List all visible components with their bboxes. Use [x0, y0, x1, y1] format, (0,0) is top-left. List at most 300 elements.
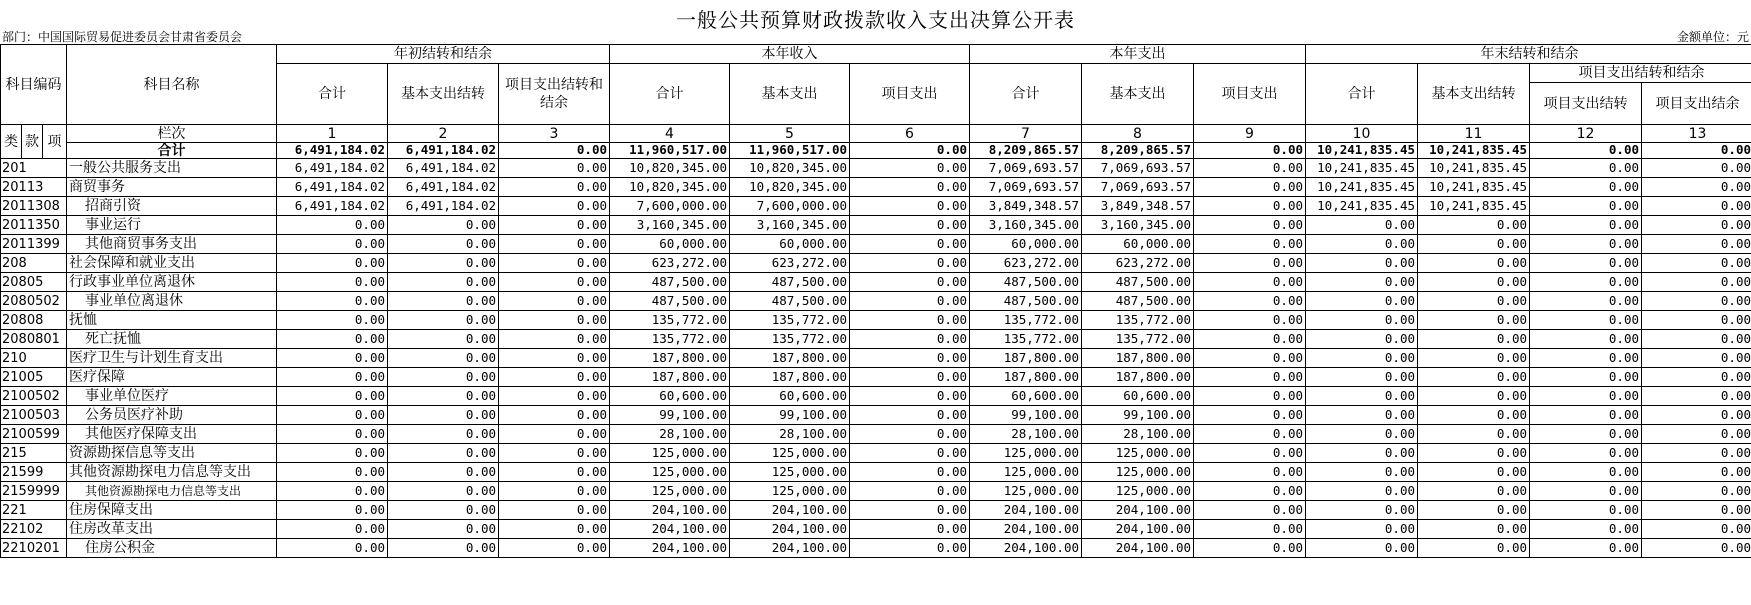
header-closing-project-group: 项目支出结转和结余 — [1530, 64, 1751, 83]
amount-cell: 0.00 — [499, 235, 610, 254]
table-row — [1, 292, 1751, 311]
column-number: 4 — [610, 125, 730, 143]
amount-cell: 204,100.00 — [970, 520, 1082, 539]
amount-cell: 0.00 — [388, 539, 499, 558]
amount-cell: 0.00 — [850, 501, 970, 520]
amount-cell: 0.00 — [499, 463, 610, 482]
amount-cell: 0.00 — [1418, 444, 1530, 463]
amount-cell: 0.00 — [277, 235, 388, 254]
amount-cell: 60,600.00 — [610, 387, 730, 406]
amount-cell: 0.00 — [1418, 501, 1530, 520]
header-code: 科目编码 — [1, 45, 67, 125]
amount-cell: 0.00 — [1194, 216, 1306, 235]
amount-cell: 0.00 — [1306, 406, 1418, 425]
amount-cell: 60,000.00 — [1082, 235, 1194, 254]
amount-cell: 0.00 — [1642, 178, 1751, 197]
amount-cell: 487,500.00 — [1082, 292, 1194, 311]
amount-cell: 0.00 — [1194, 178, 1306, 197]
subject-code: 2011308 — [1, 197, 67, 216]
amount-cell: 0.00 — [1306, 273, 1418, 292]
table-row — [1, 273, 1751, 292]
amount-cell: 0.00 — [1642, 197, 1751, 216]
subject-name: 事业单位医疗 — [67, 387, 277, 406]
table-row — [1, 482, 1751, 501]
subject-name: 事业运行 — [67, 216, 277, 235]
amount-cell: 10,820,345.00 — [730, 159, 850, 178]
amount-cell: 0.00 — [1642, 368, 1751, 387]
header-income-project: 项目支出 — [850, 64, 970, 125]
amount-cell: 0.00 — [499, 178, 610, 197]
amount-cell: 0.00 — [1194, 254, 1306, 273]
header-group-income: 本年收入 — [610, 45, 970, 64]
amount-cell: 0.00 — [1530, 292, 1642, 311]
amount-cell: 0.00 — [1418, 216, 1530, 235]
table-row — [1, 368, 1751, 387]
amount-cell: 0.00 — [1306, 425, 1418, 444]
amount-cell: 125,000.00 — [610, 444, 730, 463]
amount-cell: 6,491,184.02 — [277, 159, 388, 178]
total-cell: 0.00 — [850, 143, 970, 159]
subject-name: 住房公积金 — [67, 539, 277, 558]
amount-cell: 0.00 — [850, 349, 970, 368]
total-label: 合计 — [67, 143, 277, 159]
amount-cell: 60,000.00 — [970, 235, 1082, 254]
amount-cell: 204,100.00 — [610, 520, 730, 539]
amount-cell: 0.00 — [1642, 387, 1751, 406]
amount-cell: 60,000.00 — [610, 235, 730, 254]
amount-cell: 487,500.00 — [610, 292, 730, 311]
total-cell: 10,241,835.45 — [1418, 143, 1530, 159]
table-row — [1, 235, 1751, 254]
amount-cell: 623,272.00 — [1082, 254, 1194, 273]
amount-cell: 487,500.00 — [970, 292, 1082, 311]
amount-cell: 187,800.00 — [1082, 368, 1194, 387]
total-cell: 11,960,517.00 — [610, 143, 730, 159]
column-number: 12 — [1530, 125, 1642, 143]
amount-cell: 0.00 — [1530, 425, 1642, 444]
subject-name: 其他商贸事务支出 — [67, 235, 277, 254]
amount-cell: 7,069,693.57 — [1082, 178, 1194, 197]
amount-cell: 187,800.00 — [730, 349, 850, 368]
amount-cell: 6,491,184.02 — [277, 178, 388, 197]
amount-cell: 125,000.00 — [970, 463, 1082, 482]
amount-cell: 0.00 — [1194, 387, 1306, 406]
amount-cell: 0.00 — [1194, 273, 1306, 292]
amount-cell: 0.00 — [1642, 520, 1751, 539]
amount-cell: 28,100.00 — [1082, 425, 1194, 444]
amount-cell: 0.00 — [850, 539, 970, 558]
subject-name: 招商引资 — [67, 197, 277, 216]
subject-code: 221 — [1, 501, 67, 520]
total-cell: 6,491,184.02 — [388, 143, 499, 159]
amount-cell: 0.00 — [1306, 235, 1418, 254]
amount-cell: 0.00 — [850, 387, 970, 406]
amount-cell: 0.00 — [1530, 178, 1642, 197]
amount-cell: 204,100.00 — [1082, 501, 1194, 520]
amount-cell: 0.00 — [499, 292, 610, 311]
amount-cell: 0.00 — [277, 406, 388, 425]
amount-cell: 0.00 — [1306, 539, 1418, 558]
amount-cell: 0.00 — [1530, 520, 1642, 539]
report-title: 一般公共预算财政拨款收入支出决算公开表 — [676, 8, 1075, 32]
subject-name: 其他资源勘探电力信息等支出 — [67, 463, 277, 482]
table-row — [1, 254, 1751, 273]
amount-cell: 0.00 — [1418, 273, 1530, 292]
amount-cell: 0.00 — [499, 425, 610, 444]
amount-cell: 0.00 — [850, 216, 970, 235]
amount-cell: 0.00 — [1194, 368, 1306, 387]
amount-cell: 0.00 — [388, 273, 499, 292]
amount-cell: 135,772.00 — [970, 330, 1082, 349]
amount-cell: 0.00 — [277, 349, 388, 368]
table-row — [1, 501, 1751, 520]
amount-cell: 187,800.00 — [970, 368, 1082, 387]
header-income-basic: 基本支出 — [730, 64, 850, 125]
amount-cell: 3,849,348.57 — [970, 197, 1082, 216]
amount-cell: 0.00 — [1194, 235, 1306, 254]
amount-cell: 0.00 — [277, 425, 388, 444]
amount-cell: 204,100.00 — [610, 539, 730, 558]
amount-cell: 125,000.00 — [730, 463, 850, 482]
total-cell: 0.00 — [1642, 143, 1751, 159]
amount-cell: 0.00 — [1530, 216, 1642, 235]
table-row — [1, 520, 1751, 539]
amount-cell: 623,272.00 — [970, 254, 1082, 273]
amount-cell: 187,800.00 — [610, 368, 730, 387]
amount-cell: 0.00 — [277, 292, 388, 311]
amount-cell: 187,800.00 — [610, 349, 730, 368]
subject-code: 208 — [1, 254, 67, 273]
column-number: 1 — [277, 125, 388, 143]
amount-cell: 0.00 — [1194, 463, 1306, 482]
subject-name: 抚恤 — [67, 311, 277, 330]
amount-cell: 7,600,000.00 — [730, 197, 850, 216]
amount-cell: 0.00 — [850, 254, 970, 273]
subject-code: 201 — [1, 159, 67, 178]
subject-code: 20805 — [1, 273, 67, 292]
amount-cell: 0.00 — [1642, 349, 1751, 368]
table-row — [1, 159, 1751, 178]
header-expense-basic: 基本支出 — [1082, 64, 1194, 125]
subject-code: 2100599 — [1, 425, 67, 444]
subject-code: 20808 — [1, 311, 67, 330]
amount-cell: 0.00 — [1642, 216, 1751, 235]
amount-cell: 3,160,345.00 — [970, 216, 1082, 235]
amount-cell: 0.00 — [1418, 368, 1530, 387]
column-number: 8 — [1082, 125, 1194, 143]
amount-cell: 0.00 — [388, 501, 499, 520]
amount-cell: 0.00 — [277, 311, 388, 330]
amount-cell: 0.00 — [1194, 197, 1306, 216]
subject-name: 医疗保障 — [67, 368, 277, 387]
total-cell: 10,241,835.45 — [1306, 143, 1418, 159]
amount-cell: 135,772.00 — [610, 311, 730, 330]
subject-code: 21599 — [1, 463, 67, 482]
amount-cell: 623,272.00 — [730, 254, 850, 273]
amount-cell: 0.00 — [1642, 330, 1751, 349]
amount-cell: 0.00 — [499, 539, 610, 558]
column-number: 3 — [499, 125, 610, 143]
amount-cell: 0.00 — [388, 406, 499, 425]
amount-cell: 0.00 — [850, 197, 970, 216]
subject-name: 商贸事务 — [67, 178, 277, 197]
amount-cell: 0.00 — [277, 463, 388, 482]
amount-cell: 135,772.00 — [1082, 311, 1194, 330]
amount-cell: 0.00 — [1194, 501, 1306, 520]
amount-cell: 0.00 — [277, 482, 388, 501]
amount-cell: 0.00 — [1530, 387, 1642, 406]
amount-cell: 10,241,835.45 — [1418, 159, 1530, 178]
amount-cell: 487,500.00 — [1082, 273, 1194, 292]
amount-cell: 0.00 — [1642, 292, 1751, 311]
amount-cell: 0.00 — [1642, 444, 1751, 463]
amount-cell: 0.00 — [850, 273, 970, 292]
amount-cell: 0.00 — [499, 311, 610, 330]
column-number: 7 — [970, 125, 1082, 143]
subject-code: 2080801 — [1, 330, 67, 349]
subject-name: 死亡抚恤 — [67, 330, 277, 349]
amount-cell: 0.00 — [1306, 482, 1418, 501]
amount-cell: 0.00 — [1530, 463, 1642, 482]
amount-cell: 0.00 — [277, 387, 388, 406]
amount-cell: 0.00 — [277, 216, 388, 235]
amount-cell: 99,100.00 — [610, 406, 730, 425]
header-group-expense: 本年支出 — [970, 45, 1306, 64]
amount-cell: 10,241,835.45 — [1306, 159, 1418, 178]
amount-cell: 0.00 — [1194, 425, 1306, 444]
amount-cell: 7,600,000.00 — [610, 197, 730, 216]
amount-cell: 0.00 — [1418, 349, 1530, 368]
amount-cell: 125,000.00 — [610, 463, 730, 482]
amount-cell: 0.00 — [1306, 444, 1418, 463]
amount-cell: 0.00 — [388, 330, 499, 349]
amount-cell: 0.00 — [1530, 501, 1642, 520]
amount-cell: 3,160,345.00 — [610, 216, 730, 235]
amount-cell: 28,100.00 — [610, 425, 730, 444]
amount-cell: 0.00 — [850, 406, 970, 425]
amount-cell: 135,772.00 — [970, 311, 1082, 330]
header-closing-project-carry: 项目支出结转 — [1530, 83, 1642, 125]
amount-cell: 0.00 — [1194, 482, 1306, 501]
amount-cell: 10,241,835.45 — [1418, 178, 1530, 197]
total-cell: 8,209,865.57 — [970, 143, 1082, 159]
amount-cell: 125,000.00 — [1082, 444, 1194, 463]
amount-cell: 0.00 — [499, 406, 610, 425]
amount-cell: 10,820,345.00 — [610, 178, 730, 197]
amount-cell: 0.00 — [499, 159, 610, 178]
header-lei: 类 — [1, 125, 22, 159]
amount-cell: 0.00 — [1642, 482, 1751, 501]
amount-cell: 0.00 — [499, 197, 610, 216]
amount-cell: 135,772.00 — [730, 311, 850, 330]
amount-cell: 0.00 — [1418, 254, 1530, 273]
amount-cell: 60,000.00 — [730, 235, 850, 254]
amount-cell: 0.00 — [388, 387, 499, 406]
amount-cell: 0.00 — [850, 425, 970, 444]
header-expense-project: 项目支出 — [1194, 64, 1306, 125]
amount-cell: 125,000.00 — [730, 482, 850, 501]
amount-cell: 60,600.00 — [730, 387, 850, 406]
subject-code: 2080502 — [1, 292, 67, 311]
amount-cell: 204,100.00 — [610, 501, 730, 520]
amount-cell: 3,160,345.00 — [1082, 216, 1194, 235]
amount-cell: 0.00 — [1530, 254, 1642, 273]
subject-name: 其他医疗保障支出 — [67, 425, 277, 444]
amount-cell: 0.00 — [499, 520, 610, 539]
amount-cell: 0.00 — [1418, 482, 1530, 501]
amount-cell: 0.00 — [850, 368, 970, 387]
amount-cell: 0.00 — [850, 444, 970, 463]
amount-cell: 0.00 — [1418, 235, 1530, 254]
subject-code: 2100502 — [1, 387, 67, 406]
header-xiang: 项 — [43, 125, 67, 159]
amount-cell: 135,772.00 — [610, 330, 730, 349]
amount-cell: 0.00 — [1306, 330, 1418, 349]
amount-cell: 125,000.00 — [970, 482, 1082, 501]
amount-cell: 0.00 — [1530, 235, 1642, 254]
amount-cell: 0.00 — [1306, 349, 1418, 368]
table-row — [1, 539, 1751, 558]
amount-cell: 3,160,345.00 — [730, 216, 850, 235]
amount-cell: 0.00 — [1642, 539, 1751, 558]
amount-cell: 7,069,693.57 — [1082, 159, 1194, 178]
subject-name: 一般公共服务支出 — [67, 159, 277, 178]
amount-cell: 487,500.00 — [970, 273, 1082, 292]
amount-cell: 10,820,345.00 — [730, 178, 850, 197]
amount-cell: 0.00 — [1418, 292, 1530, 311]
amount-cell: 204,100.00 — [1082, 539, 1194, 558]
amount-cell: 204,100.00 — [1082, 520, 1194, 539]
amount-cell: 0.00 — [499, 254, 610, 273]
amount-cell: 0.00 — [388, 216, 499, 235]
amount-cell: 0.00 — [1642, 425, 1751, 444]
amount-cell: 0.00 — [1530, 482, 1642, 501]
subject-name: 住房改革支出 — [67, 520, 277, 539]
amount-cell: 0.00 — [1306, 311, 1418, 330]
column-number-label: 栏次 — [67, 125, 277, 143]
amount-cell: 204,100.00 — [970, 501, 1082, 520]
amount-cell: 10,820,345.00 — [610, 159, 730, 178]
header-closing-total: 合计 — [1306, 64, 1418, 125]
amount-cell: 0.00 — [499, 273, 610, 292]
amount-cell: 0.00 — [850, 178, 970, 197]
amount-cell: 125,000.00 — [1082, 482, 1194, 501]
amount-cell: 0.00 — [499, 387, 610, 406]
amount-cell: 0.00 — [850, 159, 970, 178]
amount-cell: 0.00 — [1642, 311, 1751, 330]
amount-cell: 0.00 — [850, 235, 970, 254]
amount-cell: 0.00 — [388, 520, 499, 539]
amount-cell: 0.00 — [1642, 254, 1751, 273]
table-row — [1, 425, 1751, 444]
amount-cell: 0.00 — [388, 482, 499, 501]
department-label: 部门：中国国际贸易促进委员会甘肃省委员会 — [2, 30, 243, 44]
amount-cell: 0.00 — [1642, 501, 1751, 520]
amount-cell: 0.00 — [388, 349, 499, 368]
amount-cell: 0.00 — [499, 349, 610, 368]
amount-cell: 10,241,835.45 — [1418, 197, 1530, 216]
subject-name: 社会保障和就业支出 — [67, 254, 277, 273]
amount-cell: 7,069,693.57 — [970, 159, 1082, 178]
amount-cell: 28,100.00 — [970, 425, 1082, 444]
total-cell: 8,209,865.57 — [1082, 143, 1194, 159]
column-number: 2 — [388, 125, 499, 143]
amount-cell: 99,100.00 — [970, 406, 1082, 425]
header-opening-total: 合计 — [277, 64, 388, 125]
amount-cell: 6,491,184.02 — [388, 178, 499, 197]
amount-cell: 0.00 — [277, 501, 388, 520]
amount-cell: 623,272.00 — [610, 254, 730, 273]
amount-cell: 0.00 — [1642, 406, 1751, 425]
amount-cell: 28,100.00 — [730, 425, 850, 444]
amount-cell: 0.00 — [1642, 463, 1751, 482]
column-number: 6 — [850, 125, 970, 143]
amount-cell: 0.00 — [1306, 501, 1418, 520]
amount-cell: 0.00 — [277, 539, 388, 558]
amount-cell: 487,500.00 — [730, 273, 850, 292]
amount-cell: 0.00 — [388, 463, 499, 482]
header-closing-project-balance: 项目支出结余 — [1642, 83, 1751, 125]
amount-cell: 0.00 — [499, 501, 610, 520]
table-row — [1, 387, 1751, 406]
budget-table — [0, 44, 1751, 558]
subject-code: 20113 — [1, 178, 67, 197]
amount-cell: 204,100.00 — [730, 520, 850, 539]
amount-cell: 0.00 — [850, 330, 970, 349]
amount-cell: 6,491,184.02 — [388, 159, 499, 178]
amount-cell: 0.00 — [1418, 463, 1530, 482]
amount-cell: 0.00 — [1306, 216, 1418, 235]
amount-cell: 0.00 — [388, 425, 499, 444]
table-row — [1, 406, 1751, 425]
subject-code: 22102 — [1, 520, 67, 539]
amount-cell: 0.00 — [1642, 159, 1751, 178]
total-cell: 11,960,517.00 — [730, 143, 850, 159]
amount-cell: 0.00 — [1530, 349, 1642, 368]
amount-cell: 204,100.00 — [730, 539, 850, 558]
amount-cell: 99,100.00 — [1082, 406, 1194, 425]
amount-cell: 125,000.00 — [1082, 463, 1194, 482]
table-row — [1, 444, 1751, 463]
amount-cell: 0.00 — [499, 216, 610, 235]
column-number: 10 — [1306, 125, 1418, 143]
amount-cell: 0.00 — [1418, 387, 1530, 406]
amount-cell: 0.00 — [850, 311, 970, 330]
amount-cell: 0.00 — [1306, 387, 1418, 406]
table-row — [1, 349, 1751, 368]
amount-cell: 0.00 — [1306, 520, 1418, 539]
amount-cell: 0.00 — [850, 463, 970, 482]
amount-cell: 0.00 — [1642, 235, 1751, 254]
amount-cell: 204,100.00 — [730, 501, 850, 520]
amount-cell: 0.00 — [1530, 406, 1642, 425]
subject-code: 215 — [1, 444, 67, 463]
amount-cell: 0.00 — [1530, 368, 1642, 387]
amount-cell: 10,241,835.45 — [1306, 197, 1418, 216]
header-closing-basic: 基本支出结转 — [1418, 64, 1530, 125]
table-row — [1, 311, 1751, 330]
amount-cell: 0.00 — [1194, 349, 1306, 368]
amount-cell: 0.00 — [1194, 406, 1306, 425]
amount-cell: 0.00 — [1530, 330, 1642, 349]
amount-cell: 0.00 — [277, 368, 388, 387]
amount-cell: 0.00 — [1194, 159, 1306, 178]
subject-name: 公务员医疗补助 — [67, 406, 277, 425]
subject-code: 21005 — [1, 368, 67, 387]
amount-cell: 0.00 — [388, 235, 499, 254]
table-row — [1, 330, 1751, 349]
subject-name: 住房保障支出 — [67, 501, 277, 520]
